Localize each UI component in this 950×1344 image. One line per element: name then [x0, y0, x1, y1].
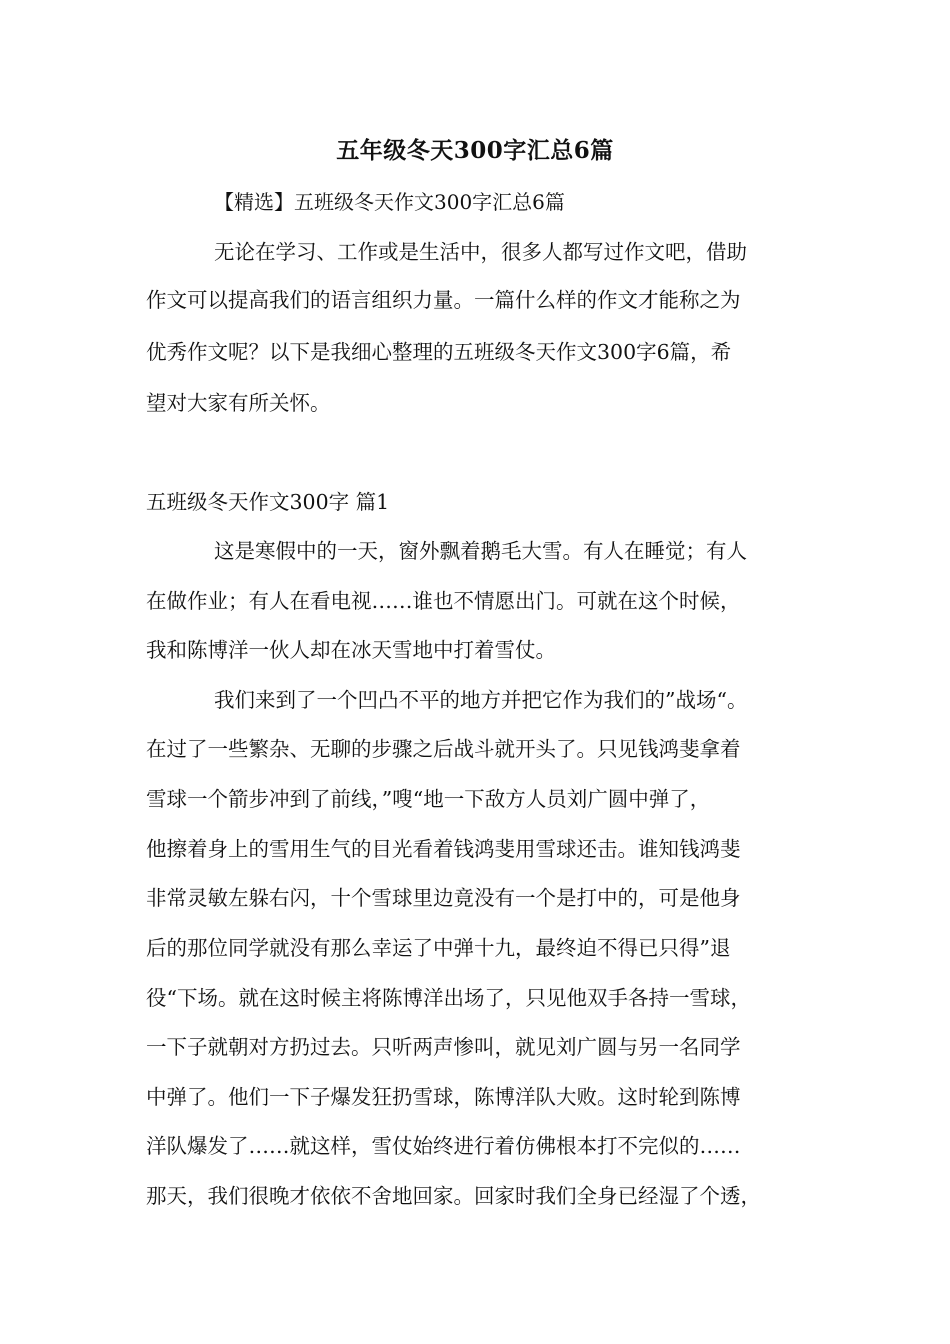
intro-line: 作文可以提高我们的语言组织力量。一篇什么样的作文才能称之为	[146, 288, 741, 312]
paragraph-line: 他擦着身上的雪用生气的目光看着钱鸿斐用雪球还击。谁知钱鸿斐	[146, 837, 741, 861]
paragraph-line: 一下子就朝对方扔过去。只听两声惨叫，就见刘广圆与另一名同学	[146, 1035, 741, 1059]
intro-line: 无论在学习、工作或是生活中，很多人都写过作文吧，借助	[214, 240, 747, 264]
document-title: 五年级冬天300字汇总6篇	[336, 137, 614, 164]
paragraph-line: 役“下场。就在这时候主将陈博洋出场了，只见他双手各持一雪球，	[146, 986, 751, 1010]
paragraph-line: 洋队爆发了……就这样，雪仗始终进行着仿佛根本打不完似的……	[146, 1134, 741, 1158]
paragraph-line: 我和陈博洋一伙人却在冰天雪地中打着雪仗。	[146, 638, 556, 662]
paragraph-line: 在过了一些繁杂、无聊的步骤之后战斗就开头了。只见钱鸿斐拿着	[146, 737, 741, 761]
paragraph-line: 在做作业；有人在看电视……谁也不情愿出门。可就在这个时候，	[146, 589, 741, 613]
paragraph-line: 后的那位同学就没有那么幸运了中弹十九，最终迫不得已只得”退	[146, 936, 731, 960]
intro-line: 望对大家有所关怀。	[146, 391, 331, 415]
intro-line: 优秀作文呢？以下是我细心整理的五班级冬天作文300字6篇，希	[146, 340, 732, 364]
paragraph-line: 非常灵敏左躲右闪，十个雪球里边竟没有一个是打中的，可是他身	[146, 886, 741, 910]
paragraph-line: 雪球一个箭步冲到了前线，”嗖“地一下敌方人员刘广圆中弹了，	[146, 787, 711, 811]
document-subtitle: 【精选】五班级冬天作文300字汇总6篇	[214, 190, 565, 214]
paragraph-line: 我们来到了一个凹凸不平的地方并把它作为我们的”战场“。	[214, 688, 748, 712]
section-heading: 五班级冬天作文300字 篇1	[146, 490, 390, 514]
paragraph-line: 中弹了。他们一下子爆发狂扔雪球，陈博洋队大败。这时轮到陈博	[146, 1085, 741, 1109]
paragraph-line: 这是寒假中的一天，窗外飘着鹅毛大雪。有人在睡觉；有人	[214, 539, 747, 563]
paragraph-line: 那天，我们很晚才依依不舍地回家。回家时我们全身已经湿了个透，	[146, 1184, 761, 1208]
